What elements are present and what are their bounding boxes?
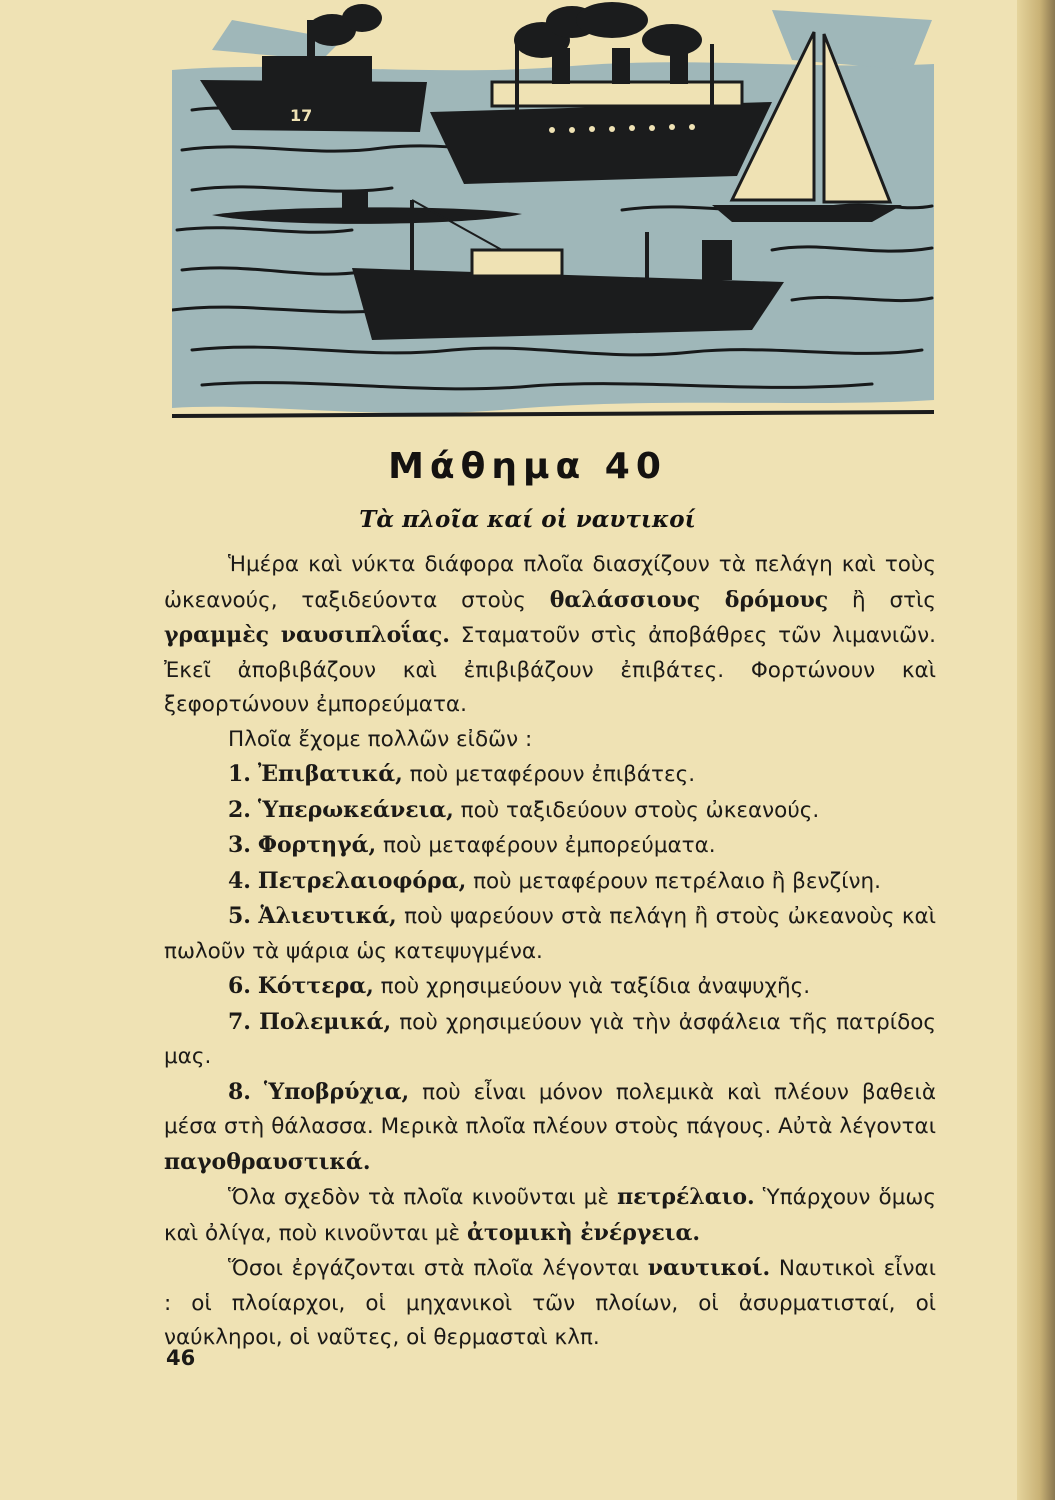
list-item: 2. Ὑπερωκεάνεια, ποὺ ταξιδεύουν στοὺς ὠκεανούς. bbox=[228, 796, 820, 823]
lesson-body bbox=[164, 548, 936, 1356]
passenger-liner bbox=[430, 40, 772, 184]
list-item: 1. Ἐπιβατικά, ποὺ μεταφέρουν ἐπιβάτες. bbox=[228, 761, 696, 787]
intro-paragraph: Ἡμέρα καὶ νύκτα διάφορα πλοῖα διασχίζουν τὰ πελάγη καὶ τοὺς ὠκεανούς, ταξιδεύοντα στοὺς θαλάσσιους δρόμους ἢ στὶς γραμμὲς ναυσιπλοΐας. Σταματοῦν στὶς ἀποβάθρες τῶν λιμανιῶν. Ἐκεῖ ἀποβιβάζουν καὶ ἐπιβιβάζουν ἐπιβάτες. Φορτώνουν καὶ ξεφορτώνουν ἐμπορεύματα. bbox=[164, 552, 936, 717]
fuel-paragraph: Ὅλα σχεδὸν τὰ πλοῖα κινοῦνται μὲ πετρέλαιο. Ὑπάρχουν ὅμως καὶ ὀλίγα, ποὺ κινοῦνται μὲ ἀτομικὴ ἐνέργεια. bbox=[164, 1184, 937, 1246]
sailors-paragraph: Ὅσοι ἐργάζονται στὰ πλοῖα λέγονται ναυτικοί. Ναυτικοὶ εἶναι : οἱ πλοίαρχοι, οἱ μηχανικοὶ τῶν πλοίων, οἱ ἀσυρματισταί, οἱ ναύκληροι, οἱ ναῦτες, οἱ θερμασταὶ κλπ. bbox=[164, 1255, 937, 1350]
lesson-title: Μάθημα 40 bbox=[388, 446, 667, 487]
ships-illustration bbox=[172, 0, 934, 428]
list-item: 5. Ἁλιευτικά, ποὺ ψαρεύουν στὰ πελάγη ἢ στοὺς ὠκεανοὺς καὶ πωλοῦν τὰ ψάρια ὡς κατεψυγμένα. bbox=[164, 903, 936, 964]
list-item: 3. Φορτηγά, ποὺ μεταφέρουν ἐμπορεύματα. bbox=[228, 832, 716, 858]
ship-types-list bbox=[164, 757, 936, 1075]
page-number: 46 bbox=[166, 1346, 196, 1370]
list-item: 8. Ὑποβρύχια, ποὺ εἶναι μόνον πολεμικὰ καὶ πλέουν βαθειὰ μέσα στὴ θάλασσα. Μερικὰ πλοῖα πλέουν στοὺς πάγους. Αὐτὰ λέγονται παγοθραυστικά. bbox=[164, 1078, 936, 1175]
list-item: 6. Κόττερα, ποὺ χρησιμεύουν γιὰ ταξίδια ἀναψυχῆς. bbox=[228, 973, 811, 999]
list-item: 7. Πολεμικά, ποὺ χρησιμεύουν γιὰ τὴν ἀσφάλεια τῆς πατρίδος μας. bbox=[164, 1008, 936, 1069]
lesson-subtitle: Τὰ πλοῖα καί οἱ ναυτικοί bbox=[359, 506, 696, 533]
list-item: 4. Πετρελαιοφόρα, ποὺ μεταφέρουν πετρέλαιο ἢ βενζίνη. bbox=[228, 867, 881, 894]
svg-text:17: 17 bbox=[290, 106, 313, 125]
types-intro: Πλοῖα ἔχομε πολλῶν εἰδῶν : bbox=[228, 726, 533, 752]
page-edge bbox=[1017, 0, 1055, 1500]
